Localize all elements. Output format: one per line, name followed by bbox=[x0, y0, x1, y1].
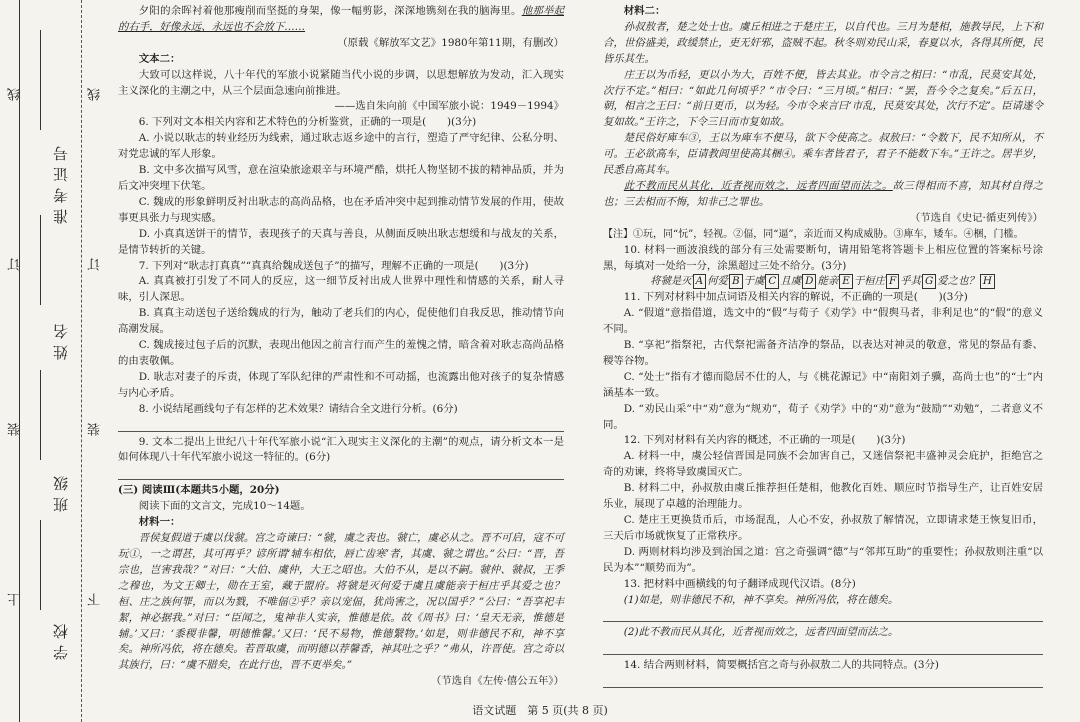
left-column bbox=[118, 4, 564, 690]
story-ending: 夕阳的余晖衬着他那瘦削而坚挺的身架，像一幅剪影，深深地镌刻在我的脑海里。他那举起的右手，好像永远、永远也不会放下…… bbox=[118, 5, 565, 33]
break-box-c[interactable]: C bbox=[765, 274, 779, 289]
q11-c: C. “处士”指有才德而隐居不仕的人，与《桃花源记》中“南阳刘子骥，高尚士也”的“士”内涵基本一致。 bbox=[603, 370, 1043, 399]
underlined-ending: 他那举起的右手，好像永远、永远也不会放下…… bbox=[118, 5, 565, 33]
mark-xian: 线 bbox=[8, 85, 23, 101]
name-field[interactable] bbox=[40, 215, 41, 305]
q11: 11. 下列对材料中加点词语及相关内容的解说，不正确的一项是( )(3分) bbox=[623, 291, 968, 304]
class-field[interactable] bbox=[40, 370, 41, 460]
q11-a: A. “假道”意指借道，选文中的“假”与荀子《劝学》中“假舆马者，非利足也”的“假”的意义不同。 bbox=[603, 307, 1043, 336]
q13-2: (2)此不教而民从其化，近者视而效之，远者四面望而法之。 bbox=[623, 626, 899, 639]
material-one-body: 晋侯复假道于虞以伐虢。宫之奇谏曰：“虢，虞之表也。虢亡，虞必从之。晋不可启，寇不可玩①，一之谓甚，其可再乎？谚所谓‘辅车相依，唇亡齿寒’者，其虞、虢之谓也。”公曰：“晋，吾宗也，岂害我哉？”对曰：“大伯、虞仲，大王之昭也。大伯不从，是以不嗣。虢仲、虢叔，王季之穆也，为文王卿士，勋在王室，藏于盟府。将虢是灭何爱于虞且虞能亲于桓庄乎其爱之也？桓、庄之族何罪，而以为戮，不唯偪②乎？亲以宠偪，犹尚害之，况以国乎？”公曰：“吾享祀丰絜，神必据我。”对曰：“臣闻之，鬼神非人实亲，惟德是依。故《周书》曰：‘皇天无亲，惟德是辅。’又曰：‘黍稷非馨，明德惟馨。’又曰：‘民不易物，惟德繄物。’如是，则非德民不和，神不享矣。神所冯依，将在德矣。若晋取虞，而明德以荐馨香，神其吐之乎？”弗从，许晋使。宫之奇以其族行，曰：“虞不腊矣，在此行也，晋不更举矣。” bbox=[118, 532, 564, 672]
q7-c: C. 魏成接过包子后的沉默，表现出他因之前言行而产生的羞愧之情，暗含着对耿志高尚品格的由衷敬佩。 bbox=[118, 339, 564, 367]
q8: 8. 小说结尾画线句子有怎样的艺术效果？请结合全文进行分析。(6分) bbox=[138, 402, 458, 415]
q13-2-answer-line[interactable] bbox=[603, 641, 1043, 655]
label-exam-number: 准考证号 bbox=[52, 140, 70, 224]
material-one-title: 材料一： bbox=[138, 516, 181, 529]
q6-d: D. 小真真送饼干的情节，表现孩子的天真与善良，从侧面反映出耿志想缓和与战友的关系，是情节转折的关键。 bbox=[118, 227, 564, 256]
q13-1-answer-line[interactable] bbox=[603, 608, 1043, 622]
label-school: 学校 bbox=[52, 618, 70, 660]
q12-b: B. 材料二中，孙叔敖由虞丘推荐担任楚相，他教化百姓、顺应时节指导生产，让百姓安居乐业，展现了卓越的治理能力。 bbox=[603, 482, 1043, 511]
section-3-instruction: 阅读下面的文言文，完成10～14题。 bbox=[138, 500, 311, 513]
q6-c: C. 魏成的形象鲜明反衬出耿志的高尚品格，也在矛盾冲突中起到推动情节发展的作用，使故事更具张力与现实感。 bbox=[118, 195, 564, 224]
mark-xian-2: 线 bbox=[88, 85, 103, 101]
q7-a: A. 真真被打引发了不同人的反应，这一细节反衬出成人世界中理性和情感的关系，耐人寻味，引人深思。 bbox=[118, 275, 564, 304]
material-two-p4: 此不教而民从其化，近者视而效之，远者四面望而法之。故三得相而不喜，知其材自得之也；三去相而不悔，知非己之罪也。 bbox=[603, 179, 1043, 208]
material-two-title: 材料二： bbox=[623, 5, 666, 17]
mark-zhuang: 装 bbox=[8, 420, 23, 436]
binding-dashed-line bbox=[81, 0, 82, 722]
school-field[interactable] bbox=[40, 520, 41, 610]
label-class: 班级 bbox=[52, 470, 70, 512]
q13: 13. 把材料中画横线的句子翻译成现代汉语。(8分) bbox=[623, 577, 856, 590]
right-column bbox=[603, 4, 1043, 691]
q7: 7. 下列对“耿志打真真”“真真给魏成送包子”的描写，理解不正确的一项是( )(3分) bbox=[138, 259, 529, 272]
underlined-sentence: 此不教而民从其化，近者视而效之，远者四面望而法之。 bbox=[623, 179, 893, 192]
material-two-p1: 孙叔敖者，楚之处士也。虞丘相进之于楚庄王，以自代也。三月为楚相，施教导民，上下和合，世俗盛美，政缓禁止，吏无奸邪，盗贼不起。秋冬则劝民山采，春夏以水，各得其所便，民皆乐其生。 bbox=[603, 20, 1043, 65]
q6: 6. 下列对文本相关内容和艺术特色的分析鉴赏，正确的一项是( )(3分) bbox=[138, 116, 477, 129]
material-two-p3: 楚民俗好庳车③，王以为庳车不便马，欲下令使高之。叔敖曰：“令数下，民不知所从，不可。王必欲高车，臣请教闾里使高其梱④。乘车者皆君子，君子不能数下车。”王许之。居半岁，民悉自高其车。 bbox=[603, 132, 1043, 177]
source-2: ——选自朱向前《中国军旅小说：1949－1994》 bbox=[334, 100, 564, 113]
q14-answer-line[interactable] bbox=[603, 674, 1043, 688]
q8-answer-line[interactable] bbox=[118, 418, 564, 432]
q12-c: C. 楚庄王更换货币后，市场混乱，人心不安，孙叔敖了解情况，立即请求楚王恢复旧币，三天后市场就恢复了正常秩序。 bbox=[603, 514, 1043, 542]
q12-a: A. 材料一中，虞公轻信晋国是同族不会加害自己，又迷信祭祀丰盛神灵会庇护，拒绝宫之奇的劝谏，终将导致虞国灭亡。 bbox=[603, 450, 1043, 479]
q12: 12. 下列对材料有关内容的概述，不正确的一项是( )(3分) bbox=[623, 434, 906, 447]
q14: 14. 结合两则材料，简要概括宫之奇与孙叔敖二人的共同特点。(3分) bbox=[623, 659, 939, 672]
q9-answer-line[interactable] bbox=[118, 466, 564, 480]
q10-sentence: 将虢是灭 A 何爱 B 于虞 C 且虞 D 能亲 E 于桓庄 F 乎其 G 爱之也？ H bbox=[603, 274, 1043, 290]
q12-d: D. 两则材料均涉及到治国之道：宫之奇强调“德”与“邻邦互助”的重要性；孙叔敖则注重“以民为本”“顺势而为”。 bbox=[603, 545, 1043, 574]
text-two-title: 文本二： bbox=[138, 52, 181, 65]
q11-b: B. “享祀”指祭祀，古代祭祀需备齐洁净的祭品，以表达对神灵的敬意，常见的祭品有黍、稷等谷物。 bbox=[603, 339, 1043, 367]
q6-b: B. 文中多次描写风雪，意在渲染旅途艰辛与环境严酷，烘托人物坚韧不拔的精神品质，并为后文冲突埋下伏笔。 bbox=[118, 164, 564, 192]
q7-b: B. 真真主动送包子送给魏成的行为，触动了老兵们的内心，促使他们自我反思，推动情节向高潮发展。 bbox=[118, 307, 564, 336]
binding-line bbox=[19, 0, 20, 722]
material-two-p2: 庄王以为币轻，更以小为大，百姓不便，皆去其业。市令言之相曰：“市乱，民莫安其处，次行不定。”相曰：“如此几何顷乎？”市令曰：“三月顷。”相曰：“罢，吾今令之复矣。”后五日，朝，相言之王曰：“前日更币，以为轻。今市令来言曰‘市乱，民莫安其处，次行不定’。臣请遂令复如故。”王许之，下令三日而市复如故。 bbox=[603, 68, 1043, 129]
break-box-f[interactable]: F bbox=[886, 274, 899, 289]
q10: 10. 材料一画波浪线的部分有三处需要断句，请用铅笔将答题卡上相应位置的答案标号涂黑，每填对一处给一分，涂黑超过三处不给分。(3分) bbox=[603, 243, 1043, 272]
break-box-b[interactable]: B bbox=[729, 274, 743, 289]
source-3: （节选自《左传·僖公五年》） bbox=[430, 675, 564, 688]
mark-zhuang-2: 装 bbox=[88, 420, 103, 436]
binding-margin bbox=[0, 0, 103, 722]
mark-bottom: 下 bbox=[88, 590, 103, 606]
break-box-e[interactable]: E bbox=[839, 274, 853, 289]
mark-top: 上 bbox=[8, 590, 23, 606]
q6-a: A. 小说以耿志的转业经历为线索，通过耿志返乡途中的言行，塑造了严守纪律、公私分明、对党忠诚的军人形象。 bbox=[118, 132, 564, 161]
mark-ding-2: 订 bbox=[88, 255, 103, 271]
text-two-body: 大致可以这样说，八十年代的军旅小说紧随当代小说的步调，以思想解放为发动，汇入现实主义深化的主潮之中，从三个层面急速向前推进。 bbox=[118, 68, 564, 97]
q13-1: (1)如是，则非德民不和，神不享矣。神所冯依，将在德矣。 bbox=[623, 593, 899, 606]
break-box-g[interactable]: G bbox=[922, 274, 936, 289]
annotation-note: 【注】①玩，同“忨”，轻视。②偪，同“逼”，亲近而又构成威胁。③庳车，矮车。④梱，门槛。 bbox=[603, 228, 1024, 240]
q11-d: D. “劝民山采”中“劝”意为“规劝”，荀子《劝学》中的“劝”意为“鼓励”“劝勉”，二者意义不同。 bbox=[603, 402, 1043, 431]
break-box-d[interactable]: D bbox=[802, 274, 816, 289]
page-footer: 语文试题 第 5 页(共 8 页) bbox=[472, 704, 608, 717]
q9: 9. 文本二提出上世纪八十年代军旅小说“汇入现实主义深化的主潮”的观点，请分析文本一是如何体现八十年代军旅小说这一特征的。(6分) bbox=[118, 435, 564, 464]
section-3-title: (三) 阅读Ⅲ(本题共5小题，20分) bbox=[118, 484, 280, 497]
source-4: （节选自《史记·循吏列传》） bbox=[909, 211, 1043, 224]
break-box-h[interactable]: H bbox=[980, 274, 995, 289]
exam-number-field[interactable] bbox=[40, 30, 41, 130]
label-name: 姓名 bbox=[52, 318, 70, 360]
source-1: （原载《解放军文艺》1980年第11期，有删改） bbox=[337, 36, 564, 49]
mark-ding: 订 bbox=[8, 255, 23, 271]
break-box-a[interactable]: A bbox=[693, 274, 707, 289]
q7-d: D. 耿志对妻子的斥责，体现了军队纪律的严肃性和不可动摇，也流露出他对孩子的复杂情感与内心矛盾。 bbox=[118, 370, 564, 399]
